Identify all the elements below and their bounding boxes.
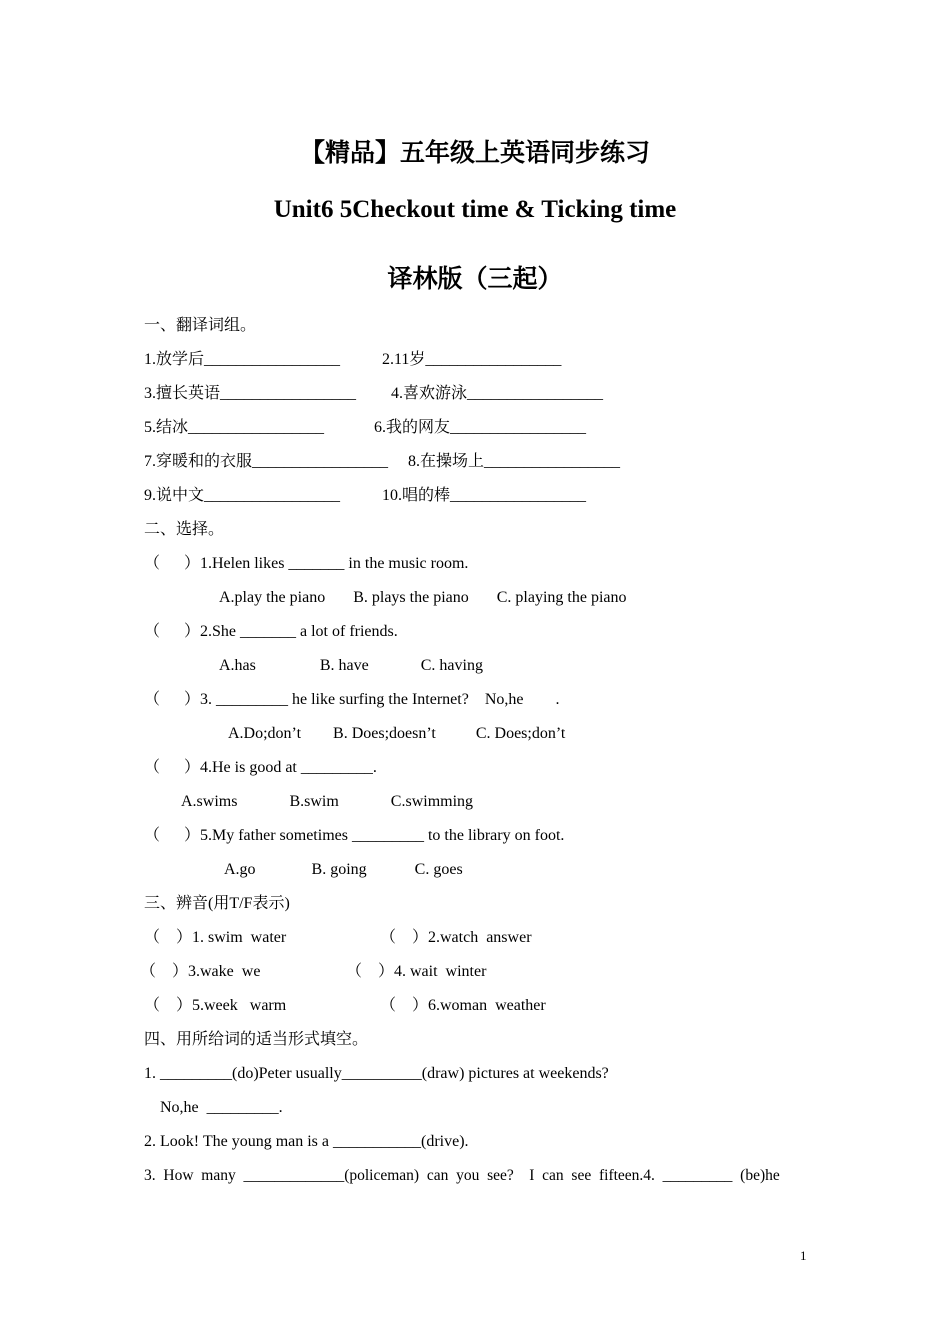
- sec2-question-5: （ ）5.My father sometimes _________ to the library on foot.: [144, 827, 565, 844]
- sec2-question-2: （ ）2.She _______ a lot of friends.: [144, 623, 398, 640]
- sec3-item-4: （ ）4. wait winter: [346, 963, 487, 980]
- title-line-1: 【精品】五年级上英语同步练习: [299, 140, 650, 167]
- sec3-item-5: （ ）5.week warm: [144, 997, 287, 1014]
- sec2-options-5: A.go B. going C. goes: [224, 861, 463, 878]
- sec2-question-3: （ ）3. _________ he like surfing the Internet? No,he .: [144, 691, 560, 708]
- sec2-options-1: A.play the piano B. plays the piano C. playing the piano: [219, 589, 627, 606]
- sec4-question-1: 1. _________(do)Peter usually__________(draw) pictures at weekends?: [144, 1065, 609, 1082]
- sec3-item-1: （ ）1. swim water: [144, 929, 287, 946]
- sec2-options-3: A.Do;don’t B. Does;doesn’t C. Does;don’t: [228, 725, 566, 742]
- sec1-item-7: 7.穿暖和的衣服_________________: [144, 453, 389, 470]
- page-number: 1: [800, 1248, 807, 1263]
- sec3-item-2: （ ）2.watch answer: [380, 929, 532, 946]
- sec4-question-2: 2. Look! The young man is a ___________(drive).: [144, 1133, 469, 1150]
- section-1-heading: 一、翻译词组。: [144, 317, 257, 334]
- sec2-question-1: （ ）1.Helen likes _______ in the music room.: [144, 555, 469, 572]
- title-line-2: Unit6 5Checkout time & Ticking time: [273, 196, 677, 223]
- sec1-item-6: 6.我的网友_________________: [374, 419, 587, 436]
- sec1-item-3: 3.擅长英语_________________: [144, 385, 357, 402]
- sec1-item-8: 8.在操场上_________________: [408, 453, 621, 470]
- sec2-options-4: A.swims B.swim C.swimming: [181, 793, 474, 810]
- sec4-question-1-answer: No,he _________.: [160, 1099, 283, 1116]
- sec2-options-2: A.has B. have C. having: [219, 657, 483, 674]
- sec2-question-4: （ ）4.He is good at _________.: [144, 759, 377, 776]
- section-3-heading: 三、辨音(用T/F表示): [144, 895, 290, 912]
- sec1-item-10: 10.唱的棒_________________: [382, 487, 587, 504]
- section-2-heading: 二、选择。: [144, 521, 225, 538]
- sec3-item-3: （ ）3.wake we: [140, 963, 261, 980]
- sec1-item-2: 2.11岁_________________: [382, 351, 562, 368]
- sec1-item-5: 5.结冰_________________: [144, 419, 325, 436]
- title-line-3: 译林版（三起）: [387, 266, 563, 293]
- sec1-item-9: 9.说中文_________________: [144, 487, 341, 504]
- sec4-question-3: 3. How many _____________(policeman) can you see? I can see fifteen.4. _________ (be)he: [144, 1167, 780, 1184]
- sec1-item-1: 1.放学后_________________: [144, 351, 341, 368]
- sec3-item-6: （ ）6.woman weather: [380, 997, 546, 1014]
- section-4-heading: 四、用所给词的适当形式填空。: [144, 1031, 369, 1048]
- sec1-item-4: 4.喜欢游泳_________________: [391, 385, 604, 402]
